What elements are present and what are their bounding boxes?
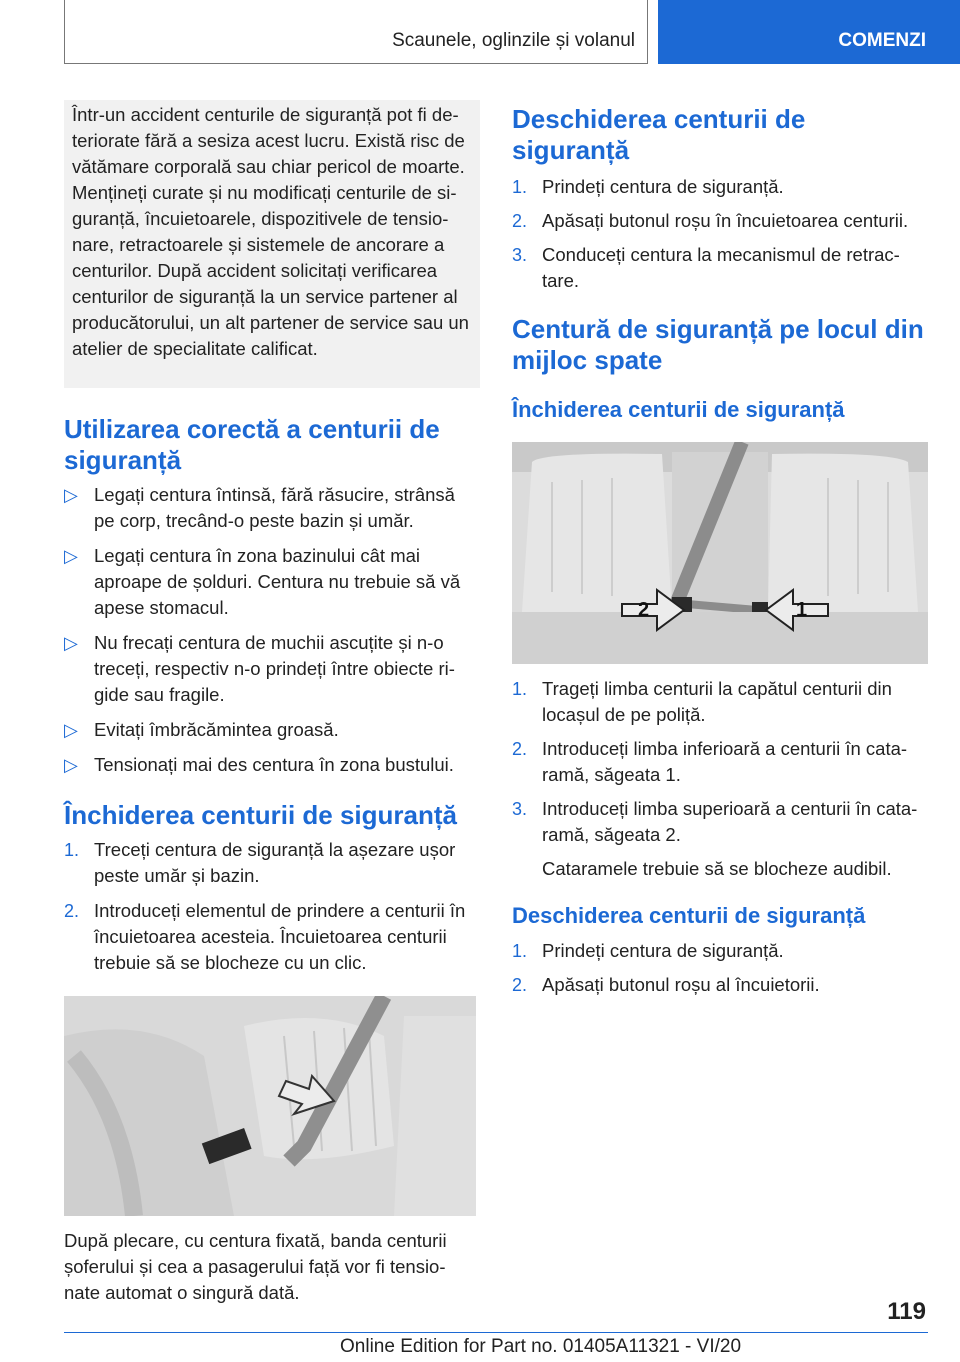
triangle-bullet-icon: ▷	[64, 546, 78, 566]
triangle-bullet-icon: ▷	[64, 720, 78, 740]
footer-rule	[64, 1332, 928, 1333]
open-belt-steps	[512, 174, 928, 294]
figure-buckle-front	[64, 996, 476, 1216]
after-figure-text: După plecare, cu centura fixată, banda centurii șoferului și cea a pasagerului față vor fi tensio-nate automat o singură dată.	[64, 1230, 447, 1303]
close-belt-steps	[64, 837, 480, 976]
list-item: 1. Prindeți centura de siguranță.	[512, 940, 784, 961]
header-chapter-title: COMENZI	[838, 30, 926, 51]
figure-middle-buckle	[512, 442, 928, 664]
heading-open-belt: Deschiderea centurii de siguranță	[512, 104, 806, 165]
figure-label-1: 1	[796, 599, 808, 621]
middle-note: Cataramele trebuie să se blocheze audibil.	[542, 858, 892, 879]
list-item: 2. Introduceți elementul de prindere a centurii în încuietoarea acesteia. Încuietoarea centurii trebuie să se blocheze cu un clic.	[64, 900, 466, 973]
middle-open-steps	[512, 938, 928, 998]
list-item: 3. Conduceți centura la mecanismul de retrac-tare.	[512, 244, 900, 291]
list-item: ▷ Legați centura în zona bazinului cât mai aproape de șolduri. Centura nu trebuie să vă apese stomacul.	[64, 545, 461, 618]
list-item: 3. Introduceți limba superioară a centurii în cata-ramă, săgeata 2.	[512, 798, 918, 845]
edition-text: Online Edition for Part no. 01405A11321 - VI/20	[340, 1336, 742, 1357]
figure-middle-buckle-image	[512, 442, 928, 664]
heading-close-belt: Închiderea centurii de siguranță	[64, 800, 457, 830]
figure-label-2: 2	[638, 599, 650, 621]
figure-buckle-front-image	[64, 996, 476, 1216]
triangle-bullet-icon: ▷	[64, 633, 78, 653]
list-item: ▷ Evitați îmbrăcămintea groasă.	[64, 717, 480, 743]
left-column	[64, 100, 480, 1306]
right-column	[512, 100, 928, 998]
subheading-close-middle: Închiderea centurii de siguranță	[512, 397, 845, 422]
list-item: 2. Introduceți limba inferioară a centurii în cata-ramă, săgeata 1.	[512, 738, 908, 785]
correct-use-list	[64, 482, 480, 778]
list-item: 1. Trageți limba centurii la capătul centurii din locașul de pe poliță.	[512, 678, 892, 725]
middle-close-steps	[512, 676, 928, 848]
header-chapter	[658, 0, 960, 64]
subheading-open-middle: Deschiderea centurii de siguranță	[512, 903, 866, 928]
page-number: 119	[887, 1298, 926, 1325]
list-item: 2. Apăsați butonul roșu al încuietorii.	[512, 974, 820, 995]
list-item: ▷ Tensionați mai des centura în zona bustului.	[64, 752, 480, 778]
heading-middle-seat: Centură de siguranță pe locul din mijloc spate	[512, 314, 924, 375]
list-item: 1. Treceți centura de siguranță la așezare ușor peste umăr și bazin.	[64, 839, 456, 886]
triangle-bullet-icon: ▷	[64, 485, 78, 505]
list-item: 2. Apăsați butonul roșu în încuietoarea centurii.	[512, 210, 909, 231]
heading-correct-use: Utilizarea corectă a centurii de siguranță	[64, 414, 440, 475]
list-item: ▷ Legați centura întinsă, fără răsucire, strânsă pe corp, trecând-o peste bazin și umăr.	[64, 484, 455, 531]
header-section-title: Scaunele, oglinzile și volanul	[392, 30, 635, 51]
header-section	[64, 0, 648, 64]
warning-box	[64, 100, 480, 388]
list-item: ▷ Nu frecați centura de muchii ascuțite și n-o treceți, respectiv n-o prindeți între obiecte ri-gide sau fragile.	[64, 632, 455, 705]
triangle-bullet-icon: ▷	[64, 755, 78, 775]
list-item: 1. Prindeți centura de siguranță.	[512, 176, 784, 197]
warning-text: Într-un accident centurile de siguranță pot fi de-teriorate fără a sesiza acest lucru. Există risc de vătămare corporală sau chiar pericol de moarte. Mențineți curate și nu modificați centurile de si-guranță, încuietoarele, dispozitivele de tensio-nare, retractoarele și sistemele de ancorare a centurilor. După accident solicitați verificarea centurilor de siguranță la un service partener al producătorului, un alt partener de service sau un atelier de specialitate calificat.	[72, 104, 469, 359]
